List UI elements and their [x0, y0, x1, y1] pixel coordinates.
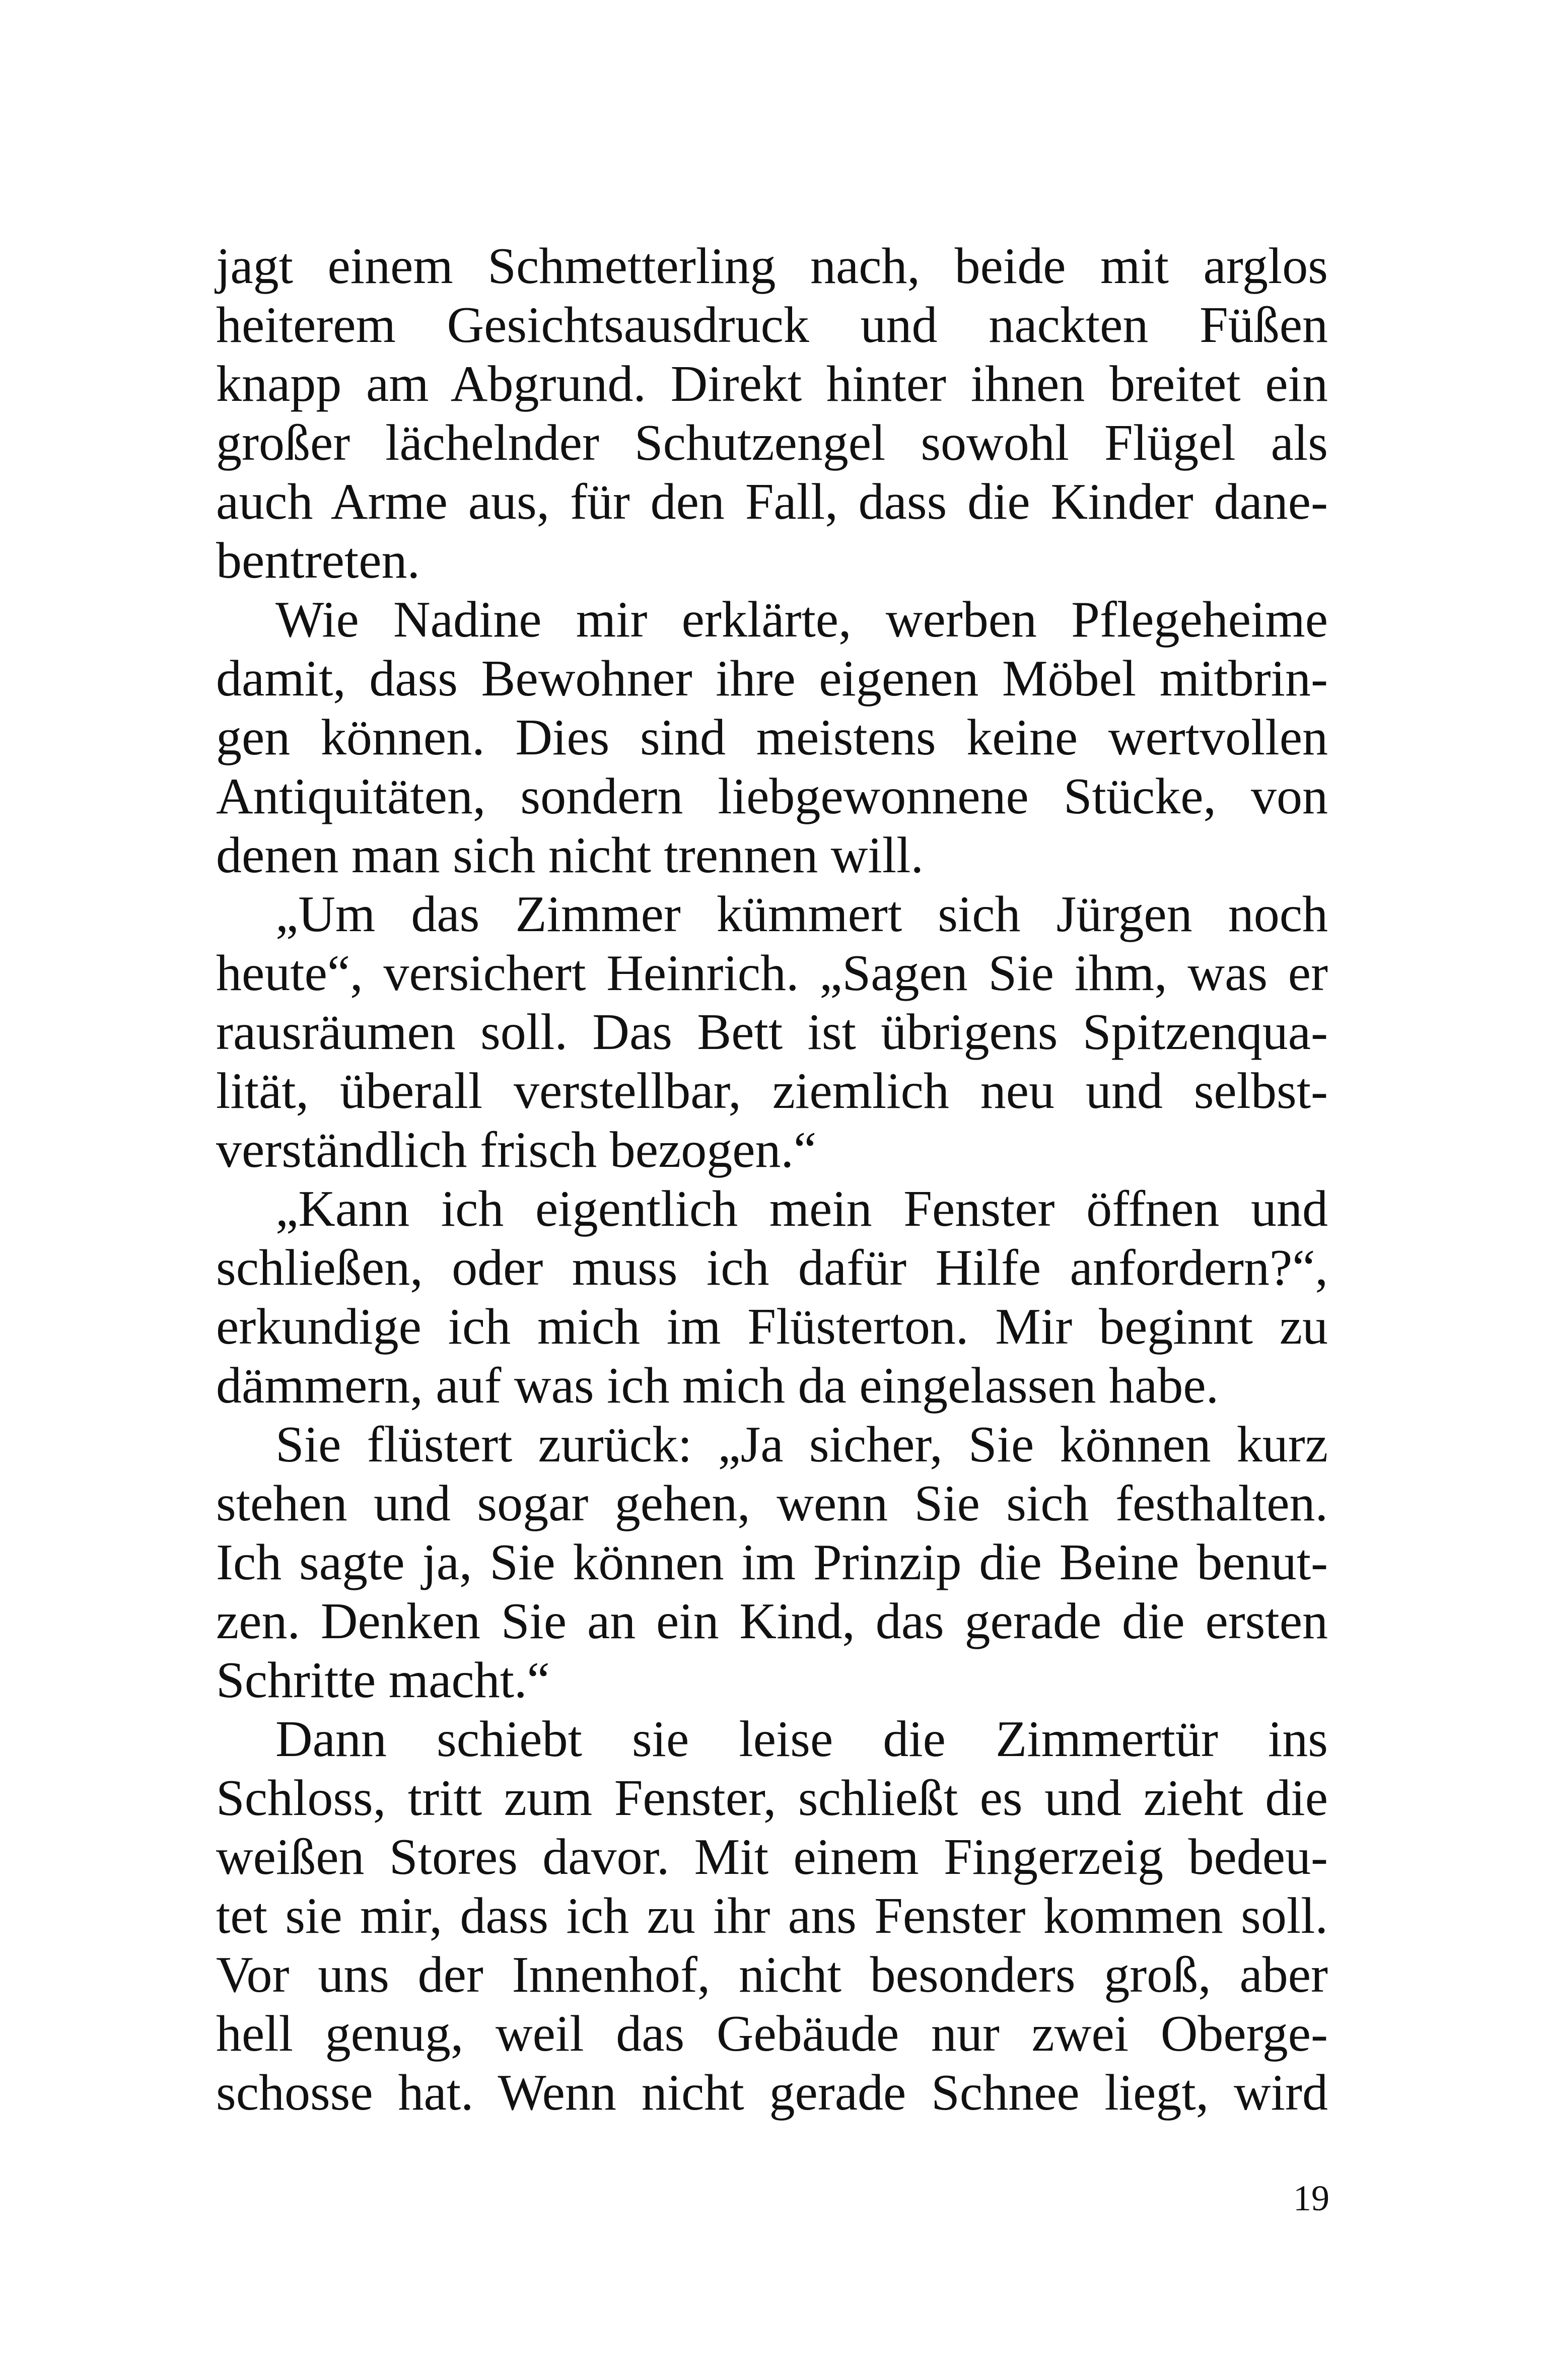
- text-line: stehen und sogar gehen, wenn Sie sich festhalten.: [216, 1475, 1328, 1532]
- text-line: verständlich frisch bezogen.“: [216, 1122, 817, 1178]
- text-line: Schloss, tritt zum Fenster, schließt es und zieht die: [216, 1770, 1328, 1827]
- text-line: rausräumen soll. Das Bett ist übrigens Spitzenqua-: [216, 1004, 1328, 1061]
- text-line: schließen, oder muss ich dafür Hilfe anfordern?“,: [216, 1239, 1328, 1296]
- paragraph-first-line: Sie flüstert zurück: „Ja sicher, Sie können kurz: [275, 1416, 1328, 1473]
- text-line: tet sie mir, dass ich zu ihr ans Fenster kommen soll.: [216, 1887, 1328, 1944]
- text-line: jagt einem Schmetterling nach, beide mit arglos: [216, 238, 1328, 295]
- page-number: 19: [1293, 2178, 1329, 2218]
- text-line: heiterem Gesichtsausdruck und nackten Füßen: [216, 297, 1328, 354]
- text-line: schosse hat. Wenn nicht gerade Schnee liegt, wird: [216, 2064, 1328, 2121]
- paragraph-first-line: „Um das Zimmer kümmert sich Jürgen noch: [275, 886, 1328, 943]
- text-line: großer lächelnder Schutzengel sowohl Flügel als: [216, 414, 1328, 471]
- text-line: erkundige ich mich im Flüsterton. Mir beginnt zu: [216, 1298, 1328, 1355]
- text-line: Ich sagte ja, Sie können im Prinzip die Beine benut-: [216, 1534, 1328, 1591]
- text-line: lität, überall verstellbar, ziemlich neu und selbst-: [216, 1063, 1328, 1119]
- text-line: Schritte macht.“: [216, 1652, 550, 1709]
- text-line: heute“, versichert Heinrich. „Sagen Sie ihm, was er: [216, 945, 1328, 1002]
- text-line: knapp am Abgrund. Direkt hinter ihnen breitet ein: [216, 356, 1328, 412]
- text-line: hell genug, weil das Gebäude nur zwei Oberge-: [216, 2005, 1328, 2062]
- text-line: Antiquitäten, sondern liebgewonnene Stücke, von: [216, 768, 1328, 825]
- text-line: zen. Denken Sie an ein Kind, das gerade die ersten: [216, 1593, 1328, 1650]
- text-line: damit, dass Bewohner ihre eigenen Möbel mitbrin-: [216, 650, 1328, 707]
- text-line: weißen Stores davor. Mit einem Fingerzeig bedeu-: [216, 1829, 1328, 1885]
- paragraph-first-line: Dann schiebt sie leise die Zimmertür ins: [275, 1711, 1328, 1768]
- text-line: bentreten.: [216, 532, 420, 589]
- text-line: Vor uns der Innenhof, nicht besonders groß, aber: [216, 1946, 1328, 2003]
- text-line: gen können. Dies sind meistens keine wertvollen: [216, 709, 1328, 766]
- text-line: denen man sich nicht trennen will.: [216, 827, 924, 884]
- text-line: auch Arme aus, für den Fall, dass die Kinder dane-: [216, 473, 1328, 530]
- paragraph-first-line: Wie Nadine mir erklärte, werben Pflegeheime: [275, 591, 1328, 648]
- text-line: dämmern, auf was ich mich da eingelassen habe.: [216, 1357, 1219, 1414]
- paragraph-first-line: „Kann ich eigentlich mein Fenster öffnen und: [275, 1180, 1328, 1237]
